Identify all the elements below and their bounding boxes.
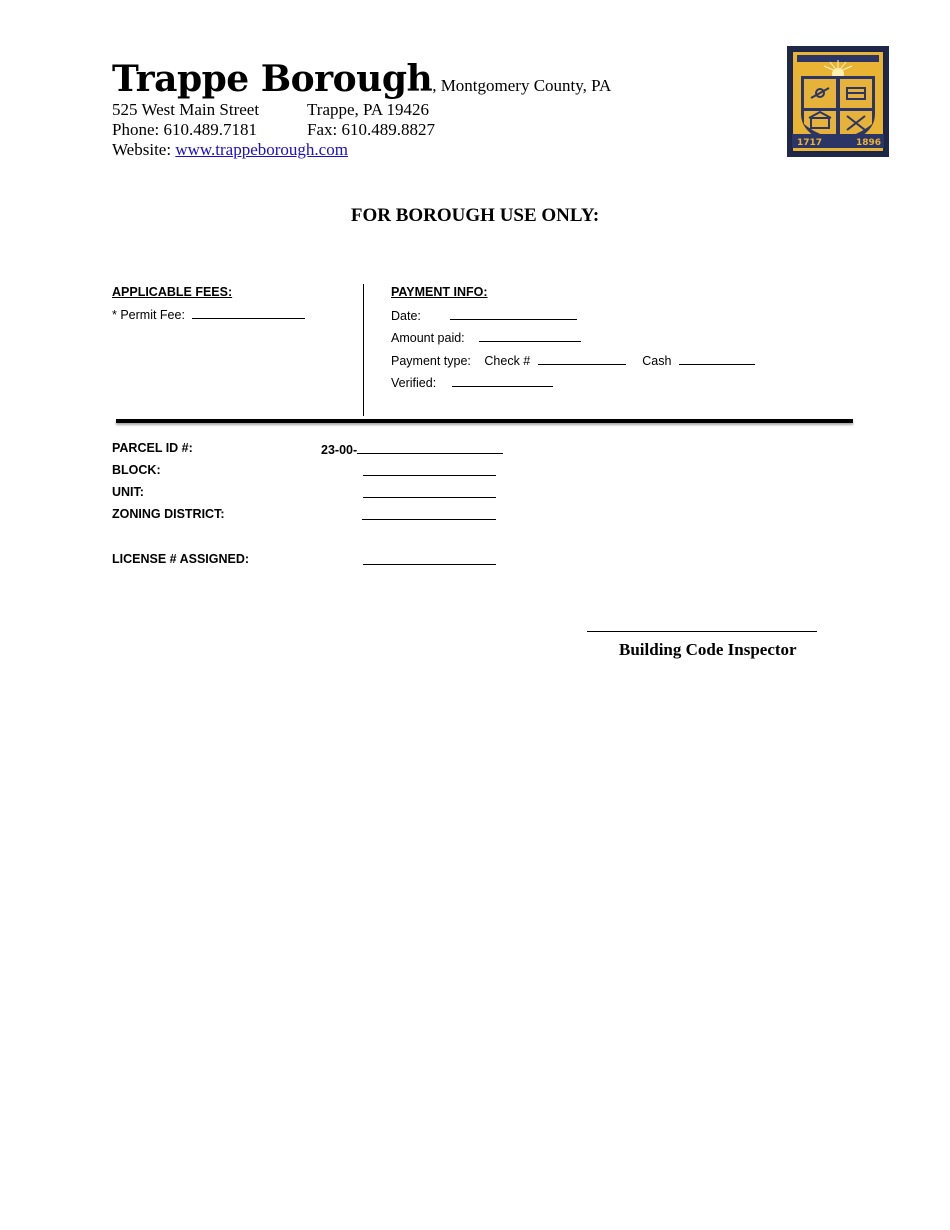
applicable-fees-section — [112, 285, 305, 322]
zoning-district-label: ZONING DISTRICT: — [112, 507, 225, 521]
county-text: , Montgomery County, PA — [432, 76, 612, 95]
block-label: BLOCK: — [112, 463, 161, 477]
unit-field[interactable] — [363, 485, 496, 498]
date-field[interactable] — [450, 307, 577, 320]
license-assigned-label: LICENSE # ASSIGNED: — [112, 552, 250, 566]
contact-row — [112, 120, 632, 140]
borough-seal-icon — [787, 46, 889, 157]
parcel-id-row — [321, 441, 503, 457]
seal-year-left: 1717 — [797, 138, 823, 148]
amount-row — [391, 329, 581, 345]
address-row — [112, 100, 632, 120]
zoning-district-field[interactable] — [362, 507, 496, 520]
permit-fee-field[interactable] — [192, 306, 305, 319]
seal-year-right: 1896 — [856, 138, 882, 148]
amount-field[interactable] — [479, 329, 581, 342]
verified-row — [391, 374, 553, 390]
website-row — [112, 140, 632, 160]
section-separator — [116, 419, 853, 423]
check-number-field[interactable] — [538, 352, 626, 365]
website-label: Website: — [112, 140, 176, 159]
parcel-id-label: PARCEL ID #: — [112, 441, 193, 455]
date-row — [391, 307, 577, 323]
letterhead — [112, 58, 632, 160]
date-label: Date: — [391, 309, 421, 323]
verified-field[interactable] — [452, 374, 553, 387]
parcel-id-prefix: 23-00- — [321, 443, 358, 457]
amount-label: Amount paid: — [391, 331, 465, 345]
permit-fee-label: * Permit Fee: — [112, 308, 185, 322]
city-state-zip: Trappe, PA 19426 — [307, 100, 430, 119]
website-link[interactable]: www.trappeborough.com — [175, 140, 348, 159]
block-field[interactable] — [363, 463, 496, 476]
phone-number: Phone: 610.489.7181 — [112, 120, 257, 139]
brand-line — [112, 58, 632, 100]
signature-line[interactable] — [587, 631, 817, 632]
form-title: FOR BOROUGH USE ONLY: — [350, 205, 600, 226]
unit-label: UNIT: — [112, 485, 144, 499]
parcel-id-field[interactable] — [357, 441, 503, 454]
cash-label: Cash — [642, 354, 672, 368]
verified-label: Verified: — [391, 376, 437, 390]
borough-name: Trappe Borough — [112, 58, 433, 100]
permit-fee-row — [112, 306, 305, 322]
payment-type-row — [391, 352, 755, 368]
check-label: Check # — [484, 354, 531, 368]
license-assigned-field[interactable] — [363, 552, 496, 565]
fees-heading: APPLICABLE FEES: — [112, 285, 233, 299]
payment-type-label: Payment type: — [391, 354, 471, 368]
street-address: 525 West Main Street — [112, 100, 260, 119]
section-divider — [363, 284, 364, 416]
fax-number: Fax: 610.489.8827 — [307, 120, 435, 139]
cash-field[interactable] — [679, 352, 755, 365]
payment-heading: PAYMENT INFO: — [391, 285, 488, 299]
signature-label: Building Code Inspector — [619, 640, 797, 659]
